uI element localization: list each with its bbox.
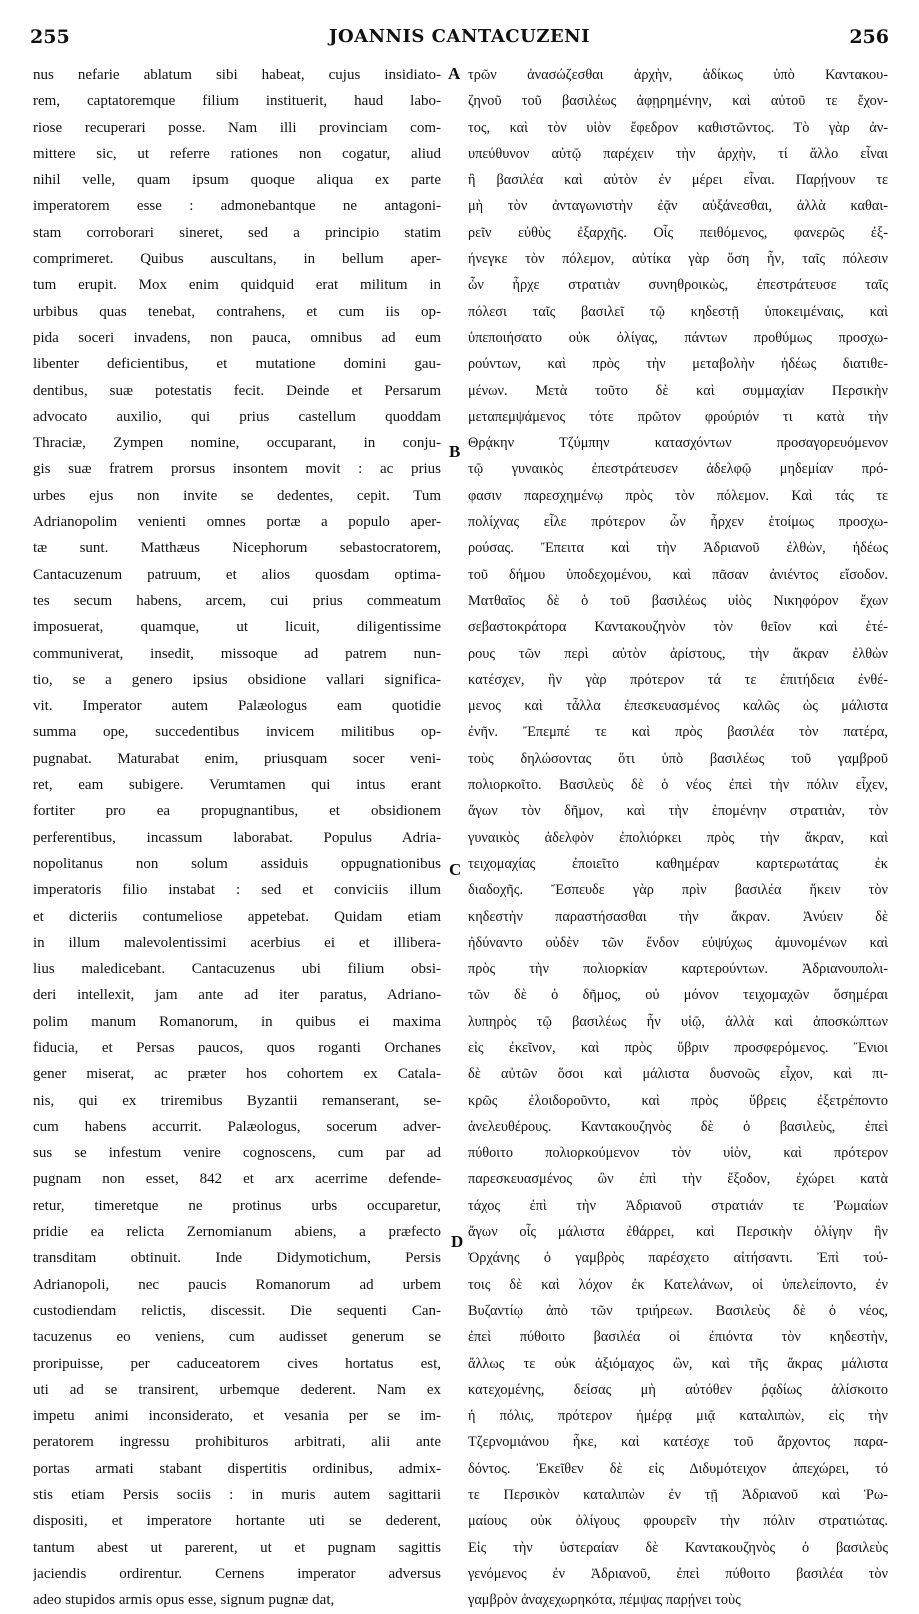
greek-text-line: Ματθαῖος δὲ ὁ τοῦ βασιλέως υἱὸς Νικηφόρον ἔχων: [468, 592, 888, 609]
latin-text-line: dentibus, suæ potestatis fecit. Deinde et Persarum: [33, 382, 441, 399]
latin-text-line: tum erupit. Mox enim quidquid erat militum in: [33, 277, 441, 294]
latin-text-line: portas armati stabant dispertitis ordinibus, admix-: [33, 1460, 441, 1477]
greek-text-line: τος, καὶ τὸν υἱὸν ἔφεδρον καθιστῶντος. Τὸ γὰρ ἀν-: [468, 119, 888, 136]
latin-text-line: Adrianopoli, nec paucis Romanorum ad urbem: [33, 1276, 441, 1293]
latin-text-line: gener miserat, ac præter hos cohortem ex Catala-: [33, 1066, 441, 1083]
greek-text-line: ὧν ἦρχε στρατιὰν συνηθροικὼς, ἐπεστράτευσε ταῖς: [468, 277, 888, 294]
latin-text-line: riose recuperari posse. Nam illi provinciam com-: [33, 119, 441, 136]
greek-text-line: ρούντων, καὶ πρὸς τὴν μεταβολὴν ἡδέως διατιθε-: [468, 356, 888, 373]
greek-text-line: ρούσας. Ἔπειτα καὶ τὴν Ἀδριανοῦ ἐλθὼν, ἡδέως: [468, 540, 888, 557]
greek-text-line: μαίους οὐκ ὀλίγους φρουρεῖν τὴν πόλιν στρατιώτας.: [468, 1513, 888, 1530]
latin-text-line: comprimeret. Quibus auscultans, in bellum aper-: [33, 251, 441, 268]
greek-text-line: τοῦ δήμου ὑποδεχομένου, καὶ πᾶσαν ἀνιέντος εἴσοδον.: [468, 566, 888, 583]
greek-text-line: κατεχομένης, δείσας μὴ αὐτόθεν ῥᾳδίως ἁλίσκοιτο: [468, 1381, 888, 1398]
greek-column: [468, 62, 888, 1614]
latin-text-line: Thraciæ, Zympen nomine, occuparant, in conju-: [33, 435, 441, 452]
greek-text-line: παρεσκευασμένος ὢν ἐπὶ τὴν ἔξοδον, ἐχώρει κατὰ: [468, 1171, 888, 1188]
latin-text-line: peratorem ingressu prohibituros arbitrati, alii ante: [33, 1434, 441, 1451]
greek-text-line: τοὺς δηλώσοντας ὅτι ὑπὸ βασιλέως τοῦ γαμβροῦ: [468, 750, 888, 767]
latin-text-line: nus nefarie ablatum sibi habeat, cujus insidiato-: [33, 67, 441, 83]
greek-text-line: τῷ γυναικὸς ἐπεστράτευσεν ἀδελφῷ μηδεμίαν πρό-: [468, 461, 888, 478]
greek-text-line: ήνεγκε τὸν πόλεμον, αὐτίκα γὰρ ὅση ἦν, ταῖς πόλεσιν: [468, 251, 888, 268]
greek-text-line: πολίχνας εἷλε πρότερον ὧν ἦρχεν ἑτοίμως προσχω-: [468, 514, 888, 531]
latin-text-line: tantum abest ut parerent, ut et pugnam sagittis: [33, 1539, 441, 1556]
latin-text-line: adeo stupidos armis opus esse, signum pugnæ dat,: [33, 1592, 335, 1609]
latin-text-line: communiverat, insedit, missoque ad patrem nun-: [33, 645, 441, 662]
greek-text-line: τρῶν ἀνασώζεσθαι ἀρχὴν, ἀδίκως ὑπὸ Καντακου-: [468, 67, 888, 83]
greek-text-line: Βυζαντίῳ ἀπὸ τῶν τριήρεων. Βασιλεὺς δὲ ὁ νέος,: [468, 1302, 888, 1319]
margin-marker-a: A: [448, 64, 461, 83]
latin-text-line: tæ sunt. Matthæus Nicephorum sebastocratorem,: [33, 540, 441, 557]
latin-text-line: summa ope, succedentibus invicem militibus op-: [33, 724, 441, 741]
greek-text-line: Εἰς τὴν ὑστεραίαν δὲ Καντακουζηνὸς ὁ βασιλεὺς: [468, 1539, 888, 1556]
latin-text-line: gis suæ fratrem prorsus insontem movit : ac prius: [33, 461, 441, 478]
greek-text-line: κηδεστὴν παραστήσασθαι τὴν ἄκραν. Ἀνύειν δὲ: [468, 908, 888, 925]
latin-text-line: vit. Imperator autem Palæologus eam quotidie: [33, 698, 441, 715]
latin-text-line: mittere sic, ut referre rationes non cogatur, aliud: [33, 145, 441, 162]
latin-text-line: custodiendam relictis, discessit. Die sequenti Can-: [33, 1302, 441, 1319]
greek-text-line: κρῶς ἐλοιδοροῦντο, καὶ πρὸς ὕβρεις ἐξετρέποντο: [468, 1092, 888, 1109]
latin-text-line: perferentibus, incassum laborabat. Populus Adria-: [33, 829, 441, 846]
latin-text-line: tes secum habens, arcem, cui prius commeatum: [33, 592, 441, 609]
greek-text-line: μενος καὶ τἆλλα ἐπεσκευασμένος καλῶς ὡς μάλιστα: [468, 698, 888, 715]
latin-text-line: dispositi, et imperatore hortante uti se dederent,: [33, 1513, 441, 1530]
latin-text-line: stis etiam Persis sociis : in muris autem sagittarii: [33, 1487, 441, 1504]
latin-text-line: lius maledicebant. Cantacuzenus ubi filium obsi-: [33, 961, 441, 978]
greek-text-line: τῶν δὲ ὁ δῆμος, οὐ μόνον τειχομαχῶν ὅσημέραι: [468, 987, 888, 1004]
margin-marker-d: D: [451, 1232, 464, 1251]
greek-text-line: ἄγων οἷς μάλιστα ἐθάρρει, καὶ Περσικὴν ὀλίγην ἣν: [468, 1224, 888, 1241]
page-number-right: 256: [849, 26, 889, 48]
greek-text-line: μὴ τὸν ἀνταγωνιστὴν ἐᾷν αὐξάνεσθαι, ἀλλὰ καθαι-: [468, 198, 888, 215]
greek-text-line: ἄγων τὸν δῆμον, καὶ τὴν ἑπομένην στρατιὰν, τὸν: [468, 803, 888, 820]
latin-text-line: polim manum Romanorum, in quibus ei maxima: [33, 1013, 441, 1030]
greek-text-line: μεταπεμψάμενος τότε πρῶτον φρούριόν τι κατὰ τὴν: [468, 408, 888, 425]
latin-text-line: pugnabat. Maturabat enim, priusquam socer veni-: [33, 750, 441, 767]
greek-text-line: πολιορκοῖτο. Βασιλεὺς δὲ ὁ νέος ἐπεὶ τὴν πόλιν εἶχεν,: [468, 777, 888, 794]
latin-text-line: Adrianopolim venienti omnes portæ a populo aper-: [33, 514, 441, 531]
latin-text-line: imposuerat, quamque, ut licuit, diligentissime: [33, 619, 441, 636]
greek-text-line: ἀνελευθέρους. Καντακουζηνὸς δὲ ὁ βασιλεὺς, ἐπεὶ: [468, 1118, 888, 1135]
greek-text-line: ρους τῶν περὶ αὐτὸν ἀρίστους, τὴν ἄκραν ἐλθὼν: [468, 645, 888, 662]
latin-text-line: proripuisse, per caduceatorem cives hortatus est,: [33, 1355, 441, 1372]
latin-text-line: rem, captatoremque filium instituerit, haud labo-: [33, 93, 441, 110]
latin-text-line: retur, timeretque ne protinus urbs occuparetur,: [33, 1197, 441, 1214]
greek-text-line: Ὀρχάνης ὁ γαμβρὸς παρέσχετο αἰτήσαντι. Ἐπὶ τού-: [468, 1250, 888, 1267]
latin-text-line: et dicteriis contumeliose appetebat. Quidam etiam: [33, 908, 441, 925]
latin-text-line: fortiter pro ea propugnantibus, et obsidionem: [33, 803, 441, 820]
latin-text-line: sus se infestum venire cognoscens, cum par ad: [33, 1145, 441, 1162]
greek-text-line: ἐπεὶ πύθοιτο βασιλέα οἱ ἐπιόντα τὸν κηδεστὴν,: [468, 1329, 888, 1346]
latin-text-line: pugnam non esset, 842 et arx acerrime defende-: [33, 1171, 441, 1188]
page-header: [0, 26, 919, 62]
greek-text-line: λυπηρὸς τῷ βασιλέως ἦν υἱῷ, ἀλλὰ καὶ ἀποσκώπτων: [468, 1013, 888, 1030]
greek-text-line: τειχομαχίας ἐποιεῖτο καθημέραν καρτερωτάτας ἐκ: [468, 855, 888, 872]
latin-text-line: pida soceri invadens, non pauca, omnibus ad eum: [33, 329, 441, 346]
latin-text-line: ret, eam subigere. Verumtamen qui intus erant: [33, 777, 441, 794]
latin-text-line: uti ad se transirent, urbemque dederent. Nam ex: [33, 1381, 441, 1398]
margin-marker-b: B: [449, 442, 461, 461]
greek-text-line: Τζερνομιάνου ἧκε, καὶ κατέσχε τοῦ ἄρχοντος παρα-: [468, 1434, 888, 1451]
greek-text-line: τε Περσικὸν καταλιπὼν ἐν τῇ Ἀδριανοῦ καὶ Ῥω-: [468, 1487, 888, 1504]
greek-text-line: κατέσχεν, ἣν γὰρ πρότερον τά τε ἐπιτήδεια ἐνθέ-: [468, 671, 888, 688]
latin-text-line: urbes ejus non invite se dedentes, cepit. Tum: [33, 487, 441, 504]
greek-text-line: εἰς ἐκεῖνον, καὶ πρὸς ὕβριν προσφερόμενος. Ἔνιοι: [468, 1039, 888, 1056]
latin-text-line: in illum malevolentissimi acerbius ei et illibera-: [33, 934, 441, 951]
greek-text-line: σεβαστοκράτορα Καντακουζηνὸν τὸν θεῖον καὶ ἑτέ-: [468, 619, 888, 636]
greek-text-line: ἄλλως τε οὐκ ἀξιόμαχος ὢν, καὶ τῆς ἄκρας μάλιστα: [468, 1355, 888, 1372]
greek-text-line: τοις δὲ καὶ λόχον ἐκ Κατελάνων, οἱ ὑπελείποντο, ἐν: [468, 1276, 888, 1293]
latin-text-line: pridie ea relicta Zernomianum abiens, a præfecto: [33, 1224, 441, 1241]
running-title: JOANNIS CANTACUZENI: [328, 26, 591, 47]
latin-text-line: stam corroborari sineret, sed a principio statim: [33, 224, 441, 241]
margin-marker-c: C: [449, 860, 462, 879]
latin-text-line: imperatoris filio instabat : sed et conviciis illum: [33, 882, 441, 899]
greek-text-line: ἢ βασιλέα καὶ αὐτὸν ἐν μέρει εἶναι. Παρῄνουν τε: [468, 172, 888, 189]
latin-text-line: libenter deficientibus, et mutatione domini gau-: [33, 356, 441, 373]
greek-text-line: ζηνοῦ τοῦ βασιλέως ἀφῃρημένην, καὶ αὐτοῦ τε ἔχον-: [468, 93, 888, 110]
latin-text-line: Cantacuzenum patruum, et alios quosdam optima-: [33, 566, 441, 583]
greek-text-line: τάχος ἐπὶ τὴν Ἀδριανοῦ στρατιάν τε Ῥωμαίων: [468, 1197, 888, 1214]
latin-text-line: urbibus quas tenebat, contrahens, et cum iis op-: [33, 303, 441, 320]
latin-text-line: tio, se a genero ipsius obsidione vallari significa-: [33, 671, 441, 688]
latin-text-line: nopolitanus non solum assiduis oppugnationibus: [33, 855, 441, 872]
greek-text-line: διαδοχῆς. Ἔσπευδε γὰρ πρὶν βασιλέα ἥκειν τὸν: [468, 882, 888, 899]
greek-text-line: φασιν παρεσχημένῳ πρὸς τὸν πόλεμον. Καὶ τάς τε: [468, 487, 888, 504]
latin-text-line: advocato auxilio, qui prius castellum quoddam: [33, 408, 441, 425]
greek-text-line: μένων. Μετὰ τοῦτο δὲ καὶ συμμαχίαν Περσικὴν: [468, 382, 888, 399]
greek-text-line: πύθοιτο πολιορκούμενον τὸν υἱὸν, καὶ πρότερον: [468, 1145, 888, 1162]
greek-text-line: ἠδύναντο οὐδὲν τῶν ἔνδον εὐψύχως ἀμυνομένων καὶ: [468, 934, 888, 951]
greek-text-line: γυναικὸς ἀδελφὸν ἐπολιόρκει πρὸς τὴν ἄκραν, καὶ: [468, 829, 888, 846]
latin-text-line: nis, qui ex triremibus Byzantii remanserant, se-: [33, 1092, 441, 1109]
latin-text-line: imperatorem esse : admonebantque ne antagoni-: [33, 198, 441, 215]
latin-text-line: transditam obtinuit. Inde Didymotichum, Persis: [33, 1250, 441, 1267]
greek-text-line: ἐνῆν. Ἔπεμπέ τε καὶ πρὸς βασιλέα τὸν πατέρα,: [468, 724, 888, 741]
page-number-left: 255: [30, 26, 70, 48]
greek-text-line: υπεύθυνον αὐτῷ παρέχειν τὴν ἀρχὴν, τί ἄλλο εἶναι: [468, 145, 888, 162]
greek-text-line: πόλεσι ταῖς βασιλεῖ τῷ κηδεστῇ ὑποκειμέναις, καὶ: [468, 303, 888, 320]
latin-text-line: jaciendis ordirentur. Cernens imperator adversus: [33, 1565, 441, 1582]
greek-text-line: γαμβρὸν ἀναχεχωρηκότα, πέμψας παρῄνει τοὺς: [468, 1592, 741, 1609]
latin-text-line: fiducia, et Persas paucos, quos roganti Orchanes: [33, 1039, 441, 1056]
greek-text-line: γενόμενος ἐν Ἀδριανοῦ, ἐπεὶ πύθοιτο βασιλέα τὸν: [468, 1565, 888, 1582]
latin-text-line: cum habens accurrit. Palæologus, socerum adver-: [33, 1118, 441, 1135]
latin-text-line: deri intellexit, jam ante ad iter paratus, Adriano-: [33, 987, 441, 1004]
latin-text-line: nihil velle, quam ipsum quoque aliqua ex parte: [33, 172, 441, 189]
greek-text-line: δόντος. Ἐκεῖθεν δὲ εἰς Διδυμότειχον ἀπεχώρει, τό: [468, 1460, 888, 1477]
greek-text-line: δὲ αὐτῶν ὅσοι καὶ μάλιστα δυσνοῶς εἶχον, καὶ πι-: [468, 1066, 888, 1083]
greek-text-line: ὑπεποιήσατο οὐκ ὀλίγας, πάντων προθύμως προσχω-: [468, 329, 888, 346]
greek-text-line: ἡ πόλις, πρότερον ἡμέρᾳ μιᾷ καταλιπὼν, εἰς τὴν: [468, 1408, 888, 1425]
greek-text-line: πρὸς τὴν πολιορκίαν καρτερούντων. Ἀδριανουπολι-: [468, 961, 888, 978]
greek-text-line: ρεῖν εὐθὺς ἐξαρχῆς. Οἷς πειθόμενος, φανερῶς ἐξ-: [468, 224, 888, 241]
latin-text-line: impetu animi inconsiderato, et vesania per se im-: [33, 1408, 441, 1425]
latin-text-line: tacuzenus eo veniens, cum audisset generum se: [33, 1329, 441, 1346]
greek-text-line: Θρᾴκην Τζύμπην κατασχόντων προσαγορευόμενον: [468, 435, 888, 452]
latin-column: [33, 62, 441, 1614]
